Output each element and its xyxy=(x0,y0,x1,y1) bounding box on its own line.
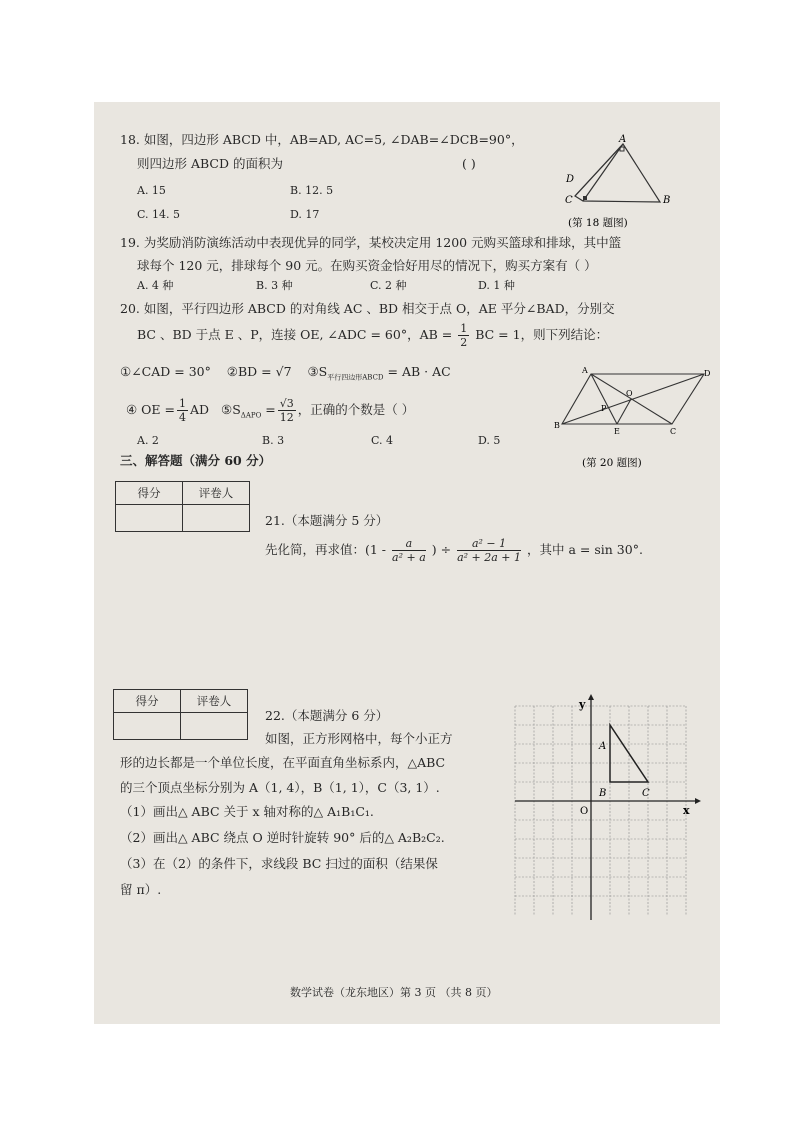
q18-label-d: D xyxy=(566,174,575,185)
q20-figure xyxy=(552,362,712,472)
score-col-label: 得分 xyxy=(114,690,181,713)
q18-figure xyxy=(560,130,680,230)
q22-label-o: O xyxy=(580,806,589,817)
grader-col-label: 评卷人 xyxy=(183,482,250,505)
q20-line2 xyxy=(137,323,608,348)
q20-half-fraction: $\frac{1}{2}$ xyxy=(460,322,468,349)
q22-coordinate-grid xyxy=(505,690,705,940)
q20-label-b: B xyxy=(554,421,560,430)
q18-paren: ( ) xyxy=(462,156,476,171)
q18-caption: (第 18 题图) xyxy=(568,217,628,229)
q22-line2: 形的边长都是一个单位长度，在平面直角坐标系内，△ABC xyxy=(120,755,446,770)
q19-option-d: D. 1 种 xyxy=(478,279,515,292)
q19-option-b: B. 3 种 xyxy=(256,279,293,292)
q20-conclusion-2: ②BD = √7 xyxy=(226,364,292,379)
q20-option-c: C. 4 xyxy=(371,434,394,447)
q19-line1: 19. 为奖励消防演练活动中表现优异的同学，某校决定用 1200 元购买篮球和排球，其中篮 xyxy=(120,235,622,250)
q20-option-d: D. 5 xyxy=(478,434,501,447)
score-col-label: 得分 xyxy=(116,482,183,505)
q20-caption: (第 20 题图) xyxy=(582,457,642,469)
q22-line6: （3）在（2）的条件下，求线段 BC 扫过的面积（结果保 xyxy=(120,856,438,871)
q20-line2-b: BC = 1，则下列结论： xyxy=(475,327,609,342)
grader-col-label: 评卷人 xyxy=(181,690,248,713)
q21-fraction-1: $\frac{a}{\text{a² + a}}$ xyxy=(392,537,426,564)
q20-conclusion-5: $⑤S_{\Delta APO}$ = $\frac{√3}{12}$ ，正确的个数是（ ） xyxy=(220,397,415,424)
score-table-22 xyxy=(113,689,248,740)
q20-conclusions-row2 xyxy=(126,398,414,423)
q20-label-c: C xyxy=(670,427,677,436)
q22-title: 22.（本题满分 6 分） xyxy=(265,708,389,723)
q18-line2: 则四边形 ABCD 的面积为 xyxy=(137,156,283,171)
score-cell xyxy=(114,713,181,740)
q20-label-o: O xyxy=(626,389,633,398)
q20-conclusion-4: ④ OE = $\frac{1}{4}$ AD xyxy=(126,397,210,424)
q18-option-c: C. 14. 5 xyxy=(137,208,181,221)
score-table-21 xyxy=(115,481,250,532)
q18-label-b: B xyxy=(663,195,671,206)
q20-conclusions-row1 xyxy=(120,366,451,382)
q20-line2-a: BC 、BD 于点 E 、P，连接 OE, ∠ADC = 60°，AB = xyxy=(137,327,453,342)
q22-line1: 如图，正方形网格中，每个小正方 xyxy=(265,731,453,746)
q20-label-e: E xyxy=(614,427,620,436)
q20-label-d: D xyxy=(704,369,711,378)
q20-line1: 20. 如图，平行四边形 ABCD 的对角线 AC 、BD 相交于点 O，AE 平分∠BAD，分别交 xyxy=(120,301,615,316)
q18-option-a: A. 15 xyxy=(137,184,166,197)
q22-line5: （2）画出△ ABC 绕点 O 逆时针旋转 90° 后的△ A₂B₂C₂. xyxy=(120,830,445,845)
q22-label-b: B xyxy=(599,788,607,799)
q20-option-a: A. 2 xyxy=(137,434,159,447)
q20-option-b: B. 3 xyxy=(262,434,285,447)
q19-option-c: C. 2 种 xyxy=(370,279,407,292)
page-footer: 数学试卷（龙东地区）第 3 页 （共 8 页） xyxy=(290,986,498,999)
q20-label-a: A xyxy=(582,366,588,375)
grader-cell xyxy=(181,713,248,740)
q18-line1: 18. 如图，四边形 ABCD 中，AB=AD, AC=5, ∠DAB=∠DCB=90°， xyxy=(120,132,524,147)
q18-label-a: A xyxy=(619,134,627,145)
q20-conclusion-3: $③S_{平行四边形ABCD}$ = AB · AC xyxy=(307,364,451,382)
score-cell xyxy=(116,505,183,532)
q18-option-b: B. 12. 5 xyxy=(290,184,334,197)
q22-line3: 的三个顶点坐标分别为 A（1, 4），B（1, 1），C（3, 1）. xyxy=(120,780,440,795)
q21-title: 21.（本题满分 5 分） xyxy=(265,513,389,528)
q21-expression: 先化简，再求值：(1 - $\frac{a}{\text{a² + a}}$ ) ÷ $\frac{\text{a² − 1}}{\text{a² + 2a + 1}}$ ，其中 a = sin 30°. xyxy=(265,537,643,564)
q22-line4: （1）画出△ ABC 关于 x 轴对称的△ A₁B₁C₁. xyxy=(120,804,374,819)
q22-line7: 留 π）. xyxy=(120,882,162,897)
q22-label-x: x xyxy=(683,804,690,817)
q19-line2: 球每个 120 元，排球每个 90 元。在购买资金恰好用尽的情况下，购买方案有（ ） xyxy=(137,258,597,273)
q22-label-c: C xyxy=(642,788,650,799)
q22-label-a: A xyxy=(599,741,607,752)
grader-cell xyxy=(183,505,250,532)
q19-option-a: A. 4 种 xyxy=(137,279,174,292)
q18-option-d: D. 17 xyxy=(290,208,320,221)
q20-label-p: P xyxy=(601,404,607,413)
q20-conclusion-1: ①∠CAD = 30° xyxy=(120,364,211,379)
q18-label-c: C xyxy=(565,195,573,206)
q22-label-y: y xyxy=(579,698,586,711)
section-heading: 三、解答题（满分 60 分） xyxy=(120,453,272,468)
q21-fraction-2: $\frac{\text{a² − 1}}{\text{a² + 2a + 1}}$ xyxy=(457,537,522,564)
